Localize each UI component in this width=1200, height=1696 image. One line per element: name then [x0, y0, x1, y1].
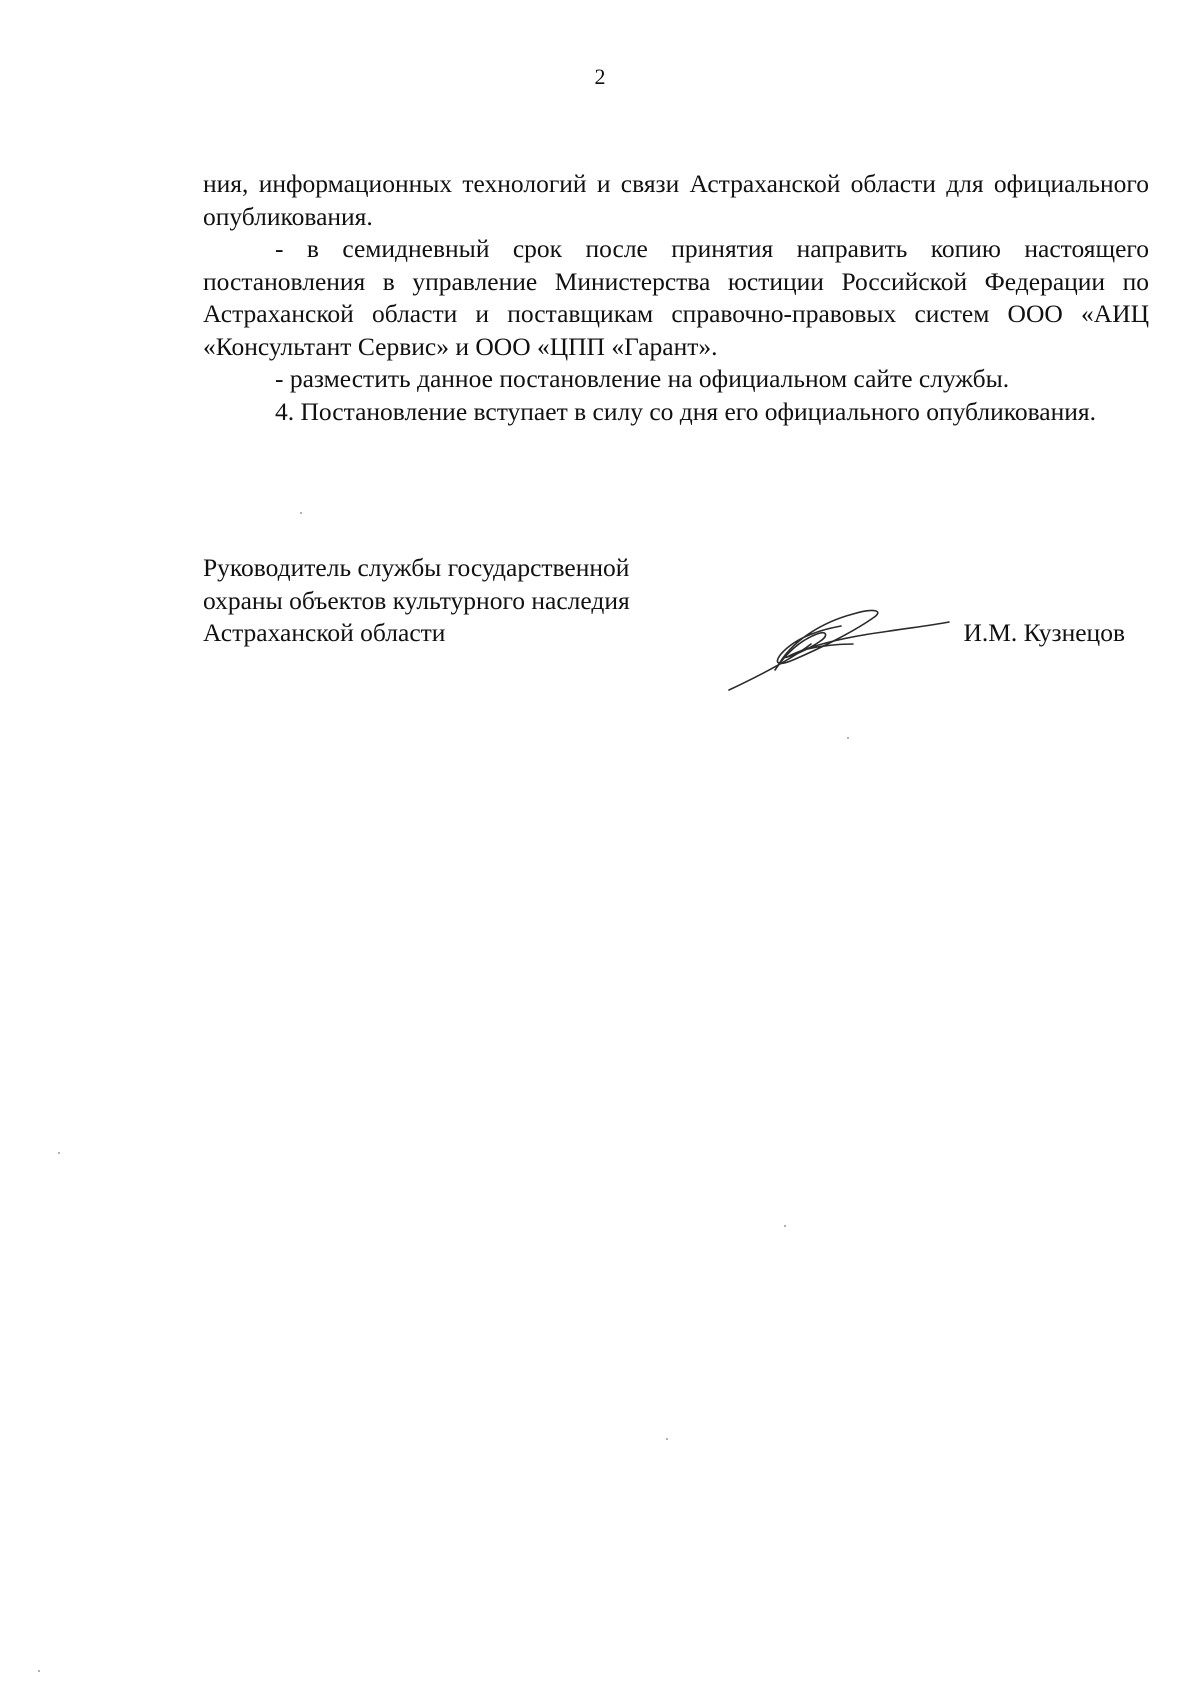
paragraph-continuation: ния, информационных технологий и связи Астраханской области для официального опубликования. — [203, 169, 1149, 231]
signature-block — [203, 552, 1149, 702]
scan-artifact-dot — [666, 1438, 668, 1440]
scan-artifact-dot — [847, 737, 849, 739]
signer-name: И.М. Кузнецов — [963, 618, 1125, 647]
paragraph-publish-on-site: - разместить данное постановление на официальном сайте службы. — [275, 364, 1010, 393]
paragraph-send-copy: - в семидневный срок после принятия направить копию настоящего постановления в управление Министерства юстиции Российской Федерации по Астраханской области и поставщикам справочно-правовых систем ООО «АИЦ «Консультант Сервис» и ООО «ЦПП «Гарант». — [203, 234, 1149, 361]
signer-position — [203, 552, 723, 650]
paragraph-effective-date: 4. Постановление вступает в силу со дня его официального опубликования. — [275, 396, 1096, 426]
document-body — [203, 168, 1149, 428]
handwritten-signature — [723, 586, 953, 696]
page-number: 2 — [594, 64, 606, 89]
signer-position-line: Руководитель службы государственной — [203, 553, 630, 582]
scan-artifact-dot — [58, 1152, 60, 1154]
signer-position-line: Астраханской области — [203, 618, 446, 647]
signer-position-line: охраны объектов культурного наследия — [203, 585, 630, 615]
scan-artifact-dot — [784, 1225, 786, 1227]
scan-artifact-dot — [38, 1670, 40, 1672]
scan-artifact-dot — [300, 512, 302, 514]
